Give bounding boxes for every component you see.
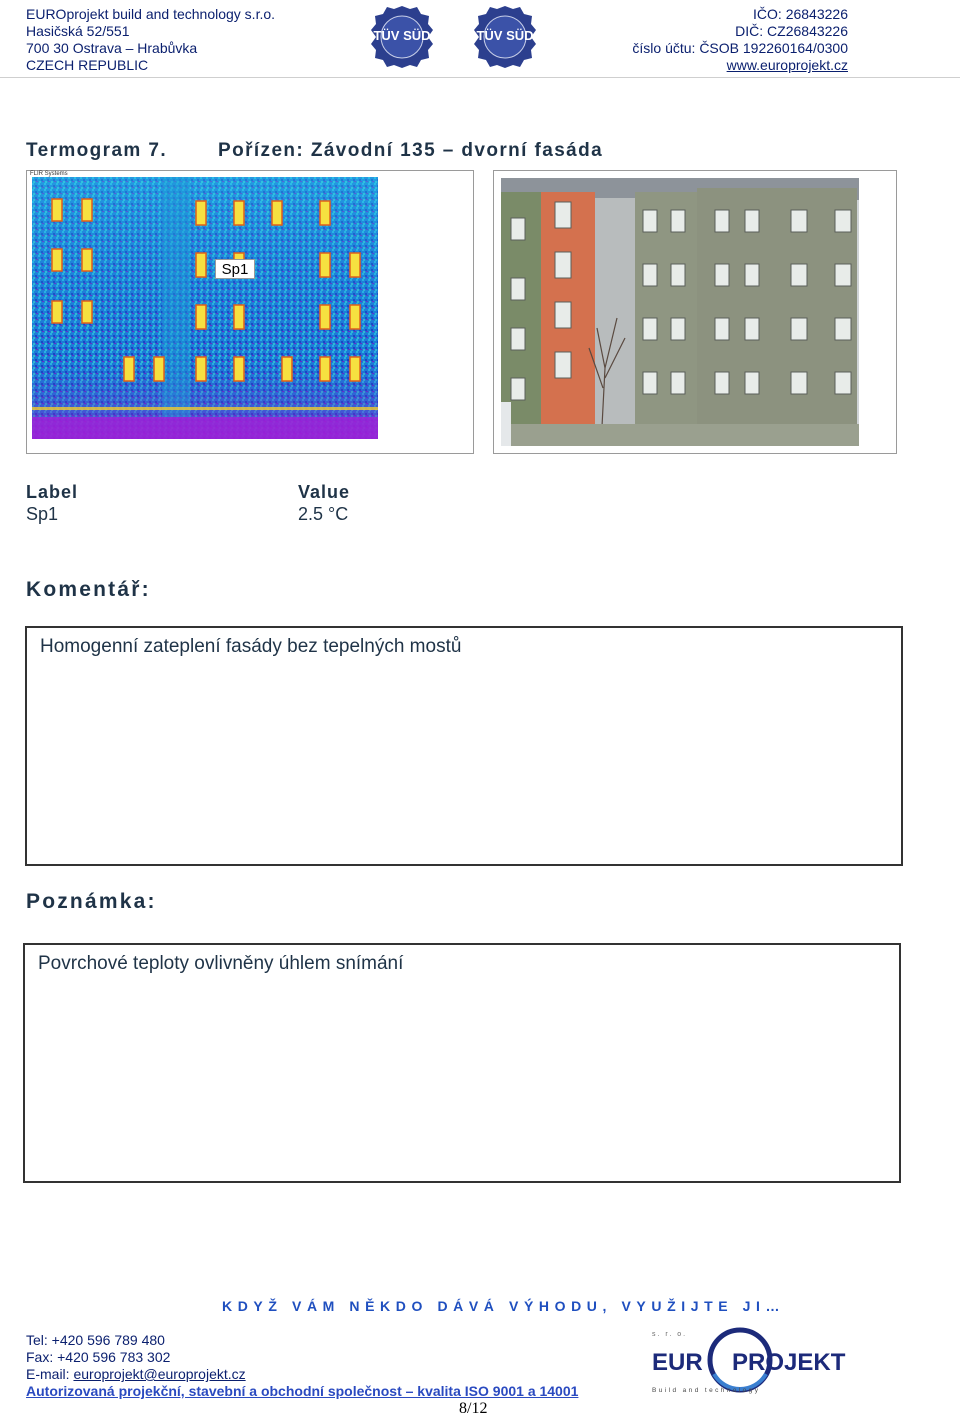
tuv-badge-1 xyxy=(370,5,434,69)
comment-heading: Komentář: xyxy=(26,578,151,601)
comment-text: Homogenní zateplení fasády bez tepelných mostů xyxy=(40,636,462,657)
table-header-label: Label xyxy=(26,482,79,502)
photo-frame xyxy=(493,170,897,454)
company-country: CZECH REPUBLIC xyxy=(26,57,149,73)
camera-brand: FLIR Systems xyxy=(30,171,68,177)
measurement-label: Sp1 xyxy=(26,504,59,524)
logo-tagline: Build and technology xyxy=(652,1387,761,1394)
logo-left: EUR xyxy=(652,1349,703,1376)
company-ico: IČO: 26843226 xyxy=(753,6,848,22)
company-web-link[interactable]: www.europrojekt.cz xyxy=(726,57,848,73)
company-account: číslo účtu: ČSOB 192260164/0300 xyxy=(632,40,848,56)
table-header-value: Value xyxy=(298,482,351,502)
company-registration xyxy=(632,6,848,74)
footer-email-label: E-mail: xyxy=(26,1366,70,1382)
footer-tel: Tel: +420 596 789 480 xyxy=(26,1332,165,1348)
spot-marker-sp1: Sp1 xyxy=(215,259,255,279)
thermogram-number: Termogram 7. xyxy=(26,140,168,161)
thermogram-image xyxy=(32,177,378,439)
tuv-badge-2-text: TÜV SÜD xyxy=(476,28,534,43)
footer-email-link[interactable]: europrojekt@europrojekt.cz xyxy=(73,1366,246,1382)
note-box xyxy=(23,943,901,1183)
logo-right: PROJEKT xyxy=(732,1349,846,1376)
note-text: Povrchové teploty ovlivněny úhlem snímání xyxy=(38,953,404,974)
europrojekt-logo xyxy=(648,1322,848,1398)
footer-fax: Fax: +420 596 783 302 xyxy=(26,1349,171,1365)
page-number: 8/12 xyxy=(459,1400,488,1416)
company-motto: KDYŽ VÁM NĚKDO DÁVÁ VÝHODU, VYUŽIJTE JI… xyxy=(222,1298,786,1314)
company-street: Hasičská 52/551 xyxy=(26,23,130,39)
logo-sro: s. r. o. xyxy=(652,1331,688,1338)
company-name: EUROprojekt build and technology s.r.o. xyxy=(26,6,276,22)
measurement-value: 2.5 °C xyxy=(298,504,349,524)
building-photo xyxy=(501,178,859,446)
tuv-badge-1-text: TÜV SÜD xyxy=(373,28,431,43)
company-address xyxy=(26,6,275,74)
footer-iso-line[interactable]: Autorizovaná projekční, stavební a obchodní společnost – kvalita ISO 9001 a 14001 xyxy=(26,1383,579,1399)
footer-contacts xyxy=(26,1332,578,1400)
page-title xyxy=(26,140,604,162)
comment-box xyxy=(25,626,903,866)
thermogram-frame xyxy=(26,170,474,454)
company-city: 700 30 Ostrava – Hrabůvka xyxy=(26,40,198,56)
header-divider xyxy=(0,77,960,78)
thermogram-location: Pořízen: Závodní 135 – dvorní fasáda xyxy=(218,140,604,161)
tuv-badge-2 xyxy=(473,5,537,69)
note-heading: Poznámka: xyxy=(26,890,157,913)
footer-email-row xyxy=(26,1366,578,1383)
company-dic: DIČ: CZ26843226 xyxy=(735,23,848,39)
